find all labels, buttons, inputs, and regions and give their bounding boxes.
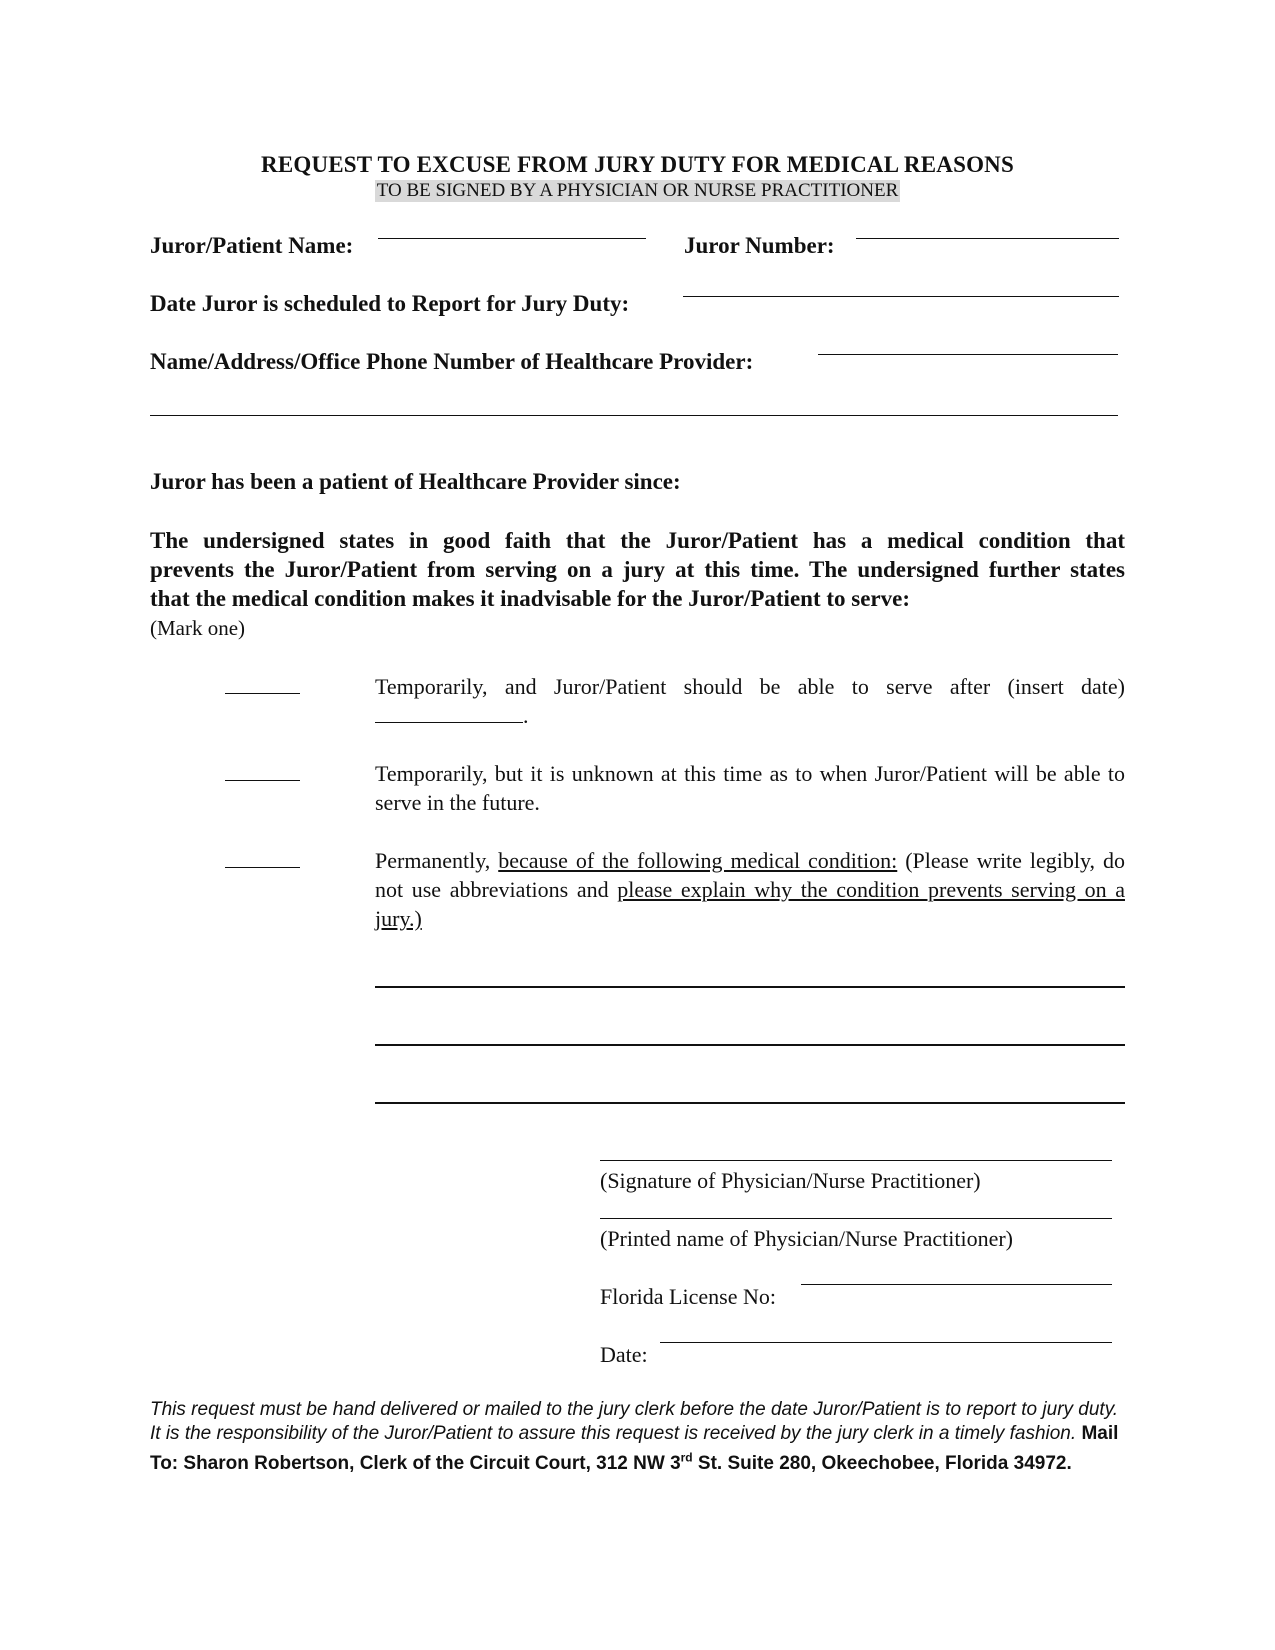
condition-line-1[interactable]	[375, 986, 1125, 988]
subtitle-wrap	[0, 180, 1275, 202]
provider-label: Name/Address/Office Phone Number of Healthcare Provider:	[150, 349, 754, 374]
license-field[interactable]	[801, 1284, 1112, 1285]
option-temp-date-text: Temporarily, and Juror/Patient should be able to serve after (insert date)	[375, 674, 1125, 699]
signature-label: (Signature of Physician/Nurse Practitioner)	[600, 1168, 981, 1193]
option-temp-date-line	[375, 701, 1125, 730]
mail-suffix: St. Suite 280, Okeechobee, Florida 34972.	[692, 1453, 1072, 1475]
juror-number-field[interactable]	[856, 238, 1119, 239]
option-temp-date	[375, 672, 1125, 730]
statement-line-2: prevents the Juror/Patient from serving on a jury at this time. The undersigned further states	[150, 557, 1125, 582]
permanent-mid: (Please write legibly, do not use abbreviations and	[375, 848, 1126, 902]
period: .	[523, 703, 529, 728]
statement	[150, 526, 1125, 613]
footer-notice	[150, 1398, 1130, 1476]
mail-sup: rd	[680, 1451, 693, 1465]
option-temp-unknown-text: Temporarily, but it is unknown at this time as to when Juror/Patient will be able to serve in the future.	[375, 761, 1125, 815]
condition-line-2[interactable]	[375, 1044, 1125, 1046]
insert-date-field[interactable]	[375, 702, 523, 723]
provider-field[interactable]	[818, 354, 1118, 355]
statement-line-3: that the medical condition makes it inadvisable for the Juror/Patient to serve:	[150, 586, 910, 611]
printed-name-field[interactable]	[600, 1218, 1112, 1219]
option-temp-date-mark[interactable]	[225, 693, 300, 694]
option-permanent-text	[375, 846, 1125, 933]
juror-name-field[interactable]	[378, 238, 646, 239]
form-subtitle: TO BE SIGNED BY A PHYSICIAN OR NURSE PRACTITIONER	[376, 180, 899, 201]
mail-prefix: Mail To: Sharon Robertson, Clerk of the Circuit Court, 312 NW 3	[150, 1423, 1119, 1475]
printed-name-label: (Printed name of Physician/Nurse Practitioner)	[600, 1226, 1014, 1251]
permanent-prefix: Permanently,	[375, 848, 491, 873]
form-title: REQUEST TO EXCUSE FROM JURY DUTY FOR MEDICAL REASONS	[261, 152, 1014, 177]
option-temp-unknown-mark[interactable]	[225, 780, 300, 781]
footer-notice-text: This request must be hand delivered or mailed to the jury clerk before the date Juror/Patient is to report to jury duty. It is the responsibility of the Juror/Patient to assure this request is received by the jury clerk in a timely fashion.	[150, 1399, 1119, 1444]
date-label: Date:	[600, 1342, 648, 1367]
juror-number-label: Juror Number:	[684, 233, 835, 258]
provider-field-line-2[interactable]	[150, 415, 1118, 416]
date-field[interactable]	[660, 1342, 1112, 1343]
permanent-underlined-2: please explain why the condition prevents serving on a jury.)	[375, 877, 1125, 931]
statement-line-1: The undersigned states in good faith that the Juror/Patient has a medical condition that	[150, 528, 1125, 553]
permanent-underlined: because of the following medical condition:	[498, 848, 898, 873]
signature-field[interactable]	[600, 1160, 1112, 1161]
mark-one: (Mark one)	[150, 616, 246, 640]
juror-name-label: Juror/Patient Name:	[150, 233, 354, 258]
report-date-field[interactable]	[683, 296, 1119, 297]
condition-line-3[interactable]	[375, 1102, 1125, 1104]
license-label: Florida License No:	[600, 1284, 776, 1309]
report-date-label: Date Juror is scheduled to Report for Jury Duty:	[150, 291, 630, 316]
option-permanent-mark[interactable]	[225, 867, 300, 868]
patient-since-label: Juror has been a patient of Healthcare Provider since:	[150, 469, 681, 494]
